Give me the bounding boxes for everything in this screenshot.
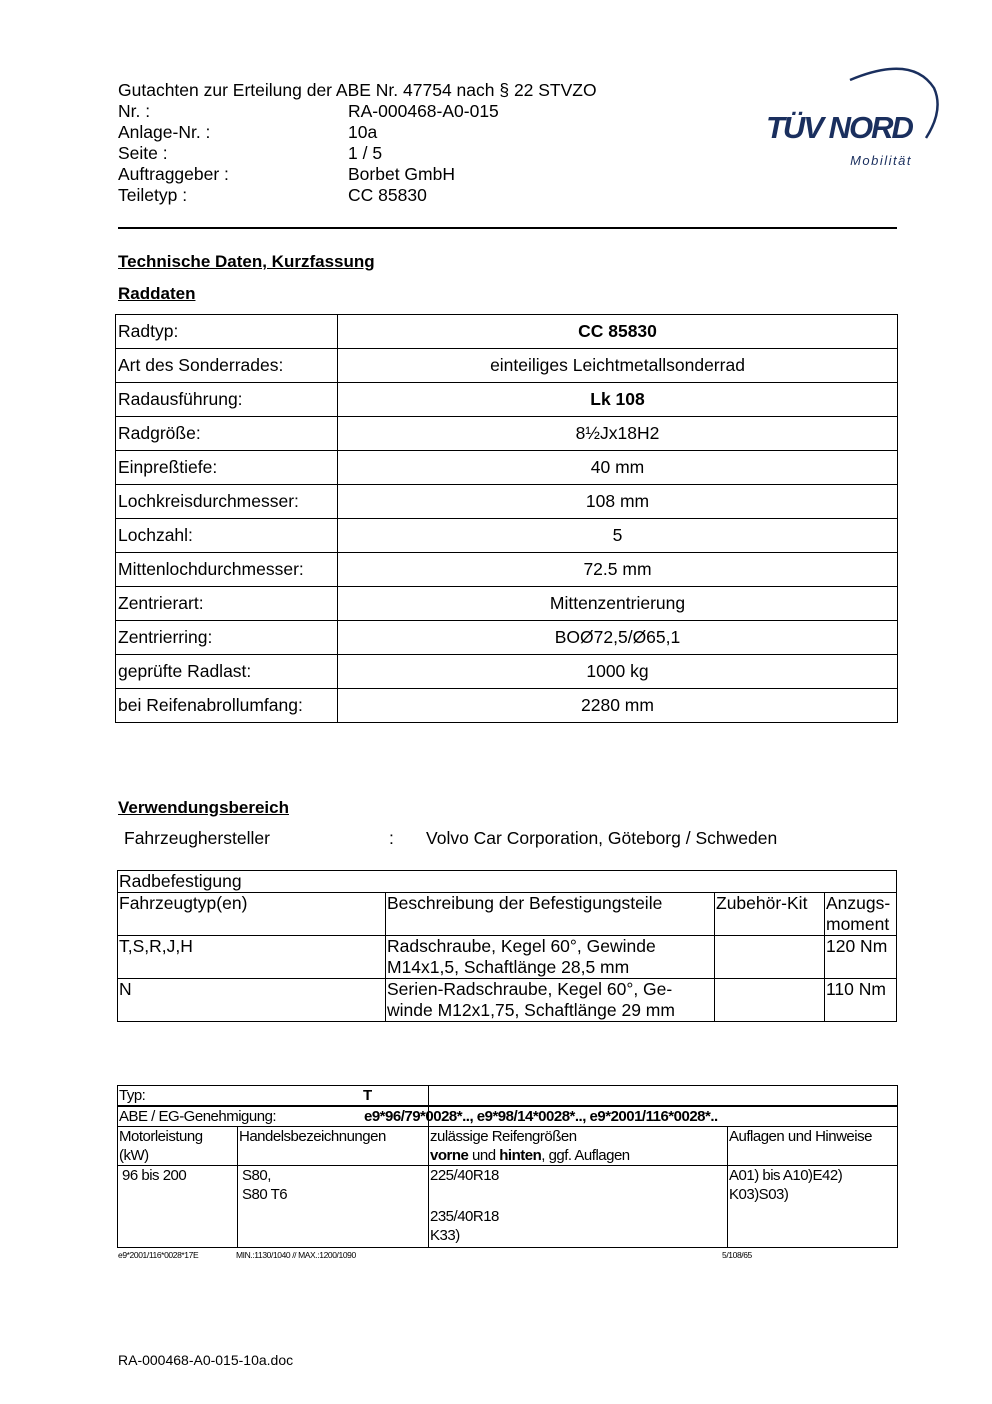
report-title: Gutachten zur Erteilung der ABE Nr. 47754 nach § 22 STVZO: [118, 80, 597, 100]
typ-value: [363, 1086, 898, 1107]
fahrzeughersteller-colon: :: [389, 828, 394, 848]
abe-label: ABE / EG-Genehmigung:: [118, 1106, 429, 1127]
row-label: bei Reifenabrollumfang:: [116, 689, 338, 723]
table-header-row: [118, 893, 897, 936]
header-row-auftraggeber: [118, 164, 597, 185]
typ-label: Typ:: [118, 1086, 429, 1107]
table-row: [116, 621, 898, 655]
row-value: 5: [338, 519, 898, 553]
table-row: [116, 417, 898, 451]
tuv-nord-logo: [762, 58, 942, 173]
header-value: CC 85830: [348, 185, 427, 205]
typ-data-row: [118, 1166, 898, 1248]
fahrzeugtyp-cell: T,S,R,J,H: [118, 936, 386, 979]
header-und: und: [468, 1147, 500, 1164]
raddaten-table: [115, 314, 898, 723]
footnote-approval: e9*2001/116*0028*17E: [118, 1250, 199, 1260]
row-value: einteiliges Leichtmetallsonderrad: [338, 349, 898, 383]
header-value: Borbet GmbH: [348, 164, 455, 184]
moment-cell: 120 Nm: [825, 936, 897, 979]
reifen-line: 235/40R18: [430, 1208, 499, 1225]
header-auflagen-hinweise: Auflagen und Hinweise: [728, 1127, 898, 1166]
row-value: 1000 kg: [338, 655, 898, 689]
row-value: 72.5 mm: [338, 553, 898, 587]
row-label: Mittenlochdurchmesser:: [116, 553, 338, 587]
beschreibung-line: Radschraube, Kegel 60°, Gewinde: [387, 936, 656, 956]
header-vorne: vorne: [430, 1147, 469, 1164]
section-title: Technische Daten, Kurzfassung: [118, 252, 375, 271]
beschreibung-cell: [386, 936, 715, 979]
header-row-anlage: [118, 122, 597, 143]
fahrzeughersteller-label: Fahrzeughersteller: [124, 828, 270, 848]
kit-cell: [715, 979, 825, 1022]
header-motor-line: Motorleistung: [119, 1128, 203, 1145]
header-divider: [118, 227, 897, 229]
header-reifen-sub: [430, 1146, 726, 1165]
auflagen-line: K03)S03): [729, 1186, 789, 1203]
moment-cell: 110 Nm: [825, 979, 897, 1022]
abe-row: [118, 1106, 898, 1127]
radbefestigung-title: Radbefestigung: [118, 871, 897, 893]
radbefestigung-table: [117, 870, 897, 1022]
header-key: Nr. :: [118, 101, 151, 121]
header-moment: moment: [826, 914, 890, 934]
handel-line: S80 T6: [242, 1186, 288, 1203]
row-value: 8½Jx18H2: [338, 417, 898, 451]
typ-value-text: T: [363, 1087, 372, 1104]
row-label: Art des Sonderrades:: [116, 349, 338, 383]
document-filename: RA-000468-A0-015-10a.doc: [118, 1352, 294, 1368]
auflagen-cell: [728, 1166, 898, 1248]
row-label: Zentrierart:: [116, 587, 338, 621]
fahrzeughersteller-value: Volvo Car Corporation, Göteborg / Schweden: [426, 828, 778, 848]
table-row: [116, 553, 898, 587]
header-row-nr: [118, 101, 597, 122]
reifen-line: K33): [430, 1227, 460, 1244]
header-zubehoer-kit: Zubehör-Kit: [715, 893, 825, 936]
fahrzeugtyp-cell: N: [118, 979, 386, 1022]
header-row-teiletyp: [118, 185, 597, 206]
header-key: Teiletyp :: [118, 185, 188, 205]
row-label: Radausführung:: [116, 383, 338, 417]
reifen-line: 225/40R18: [430, 1167, 499, 1184]
auflagen-line: A01) bis A10)E42): [729, 1167, 843, 1184]
table-row: [116, 315, 898, 349]
row-label: Lochkreisdurchmesser:: [116, 485, 338, 519]
raddaten-heading: Raddaten: [118, 284, 196, 303]
header-hinten: hinten: [499, 1147, 542, 1164]
beschreibung-line: M14x1,5, Schaftlänge 28,5 mm: [387, 957, 630, 977]
header-reifengroessen: [429, 1127, 728, 1166]
header-anzugsmoment: [825, 893, 897, 936]
reifen-cell: [429, 1166, 728, 1248]
header-motorleistung: [118, 1127, 238, 1166]
header-value: 10a: [348, 122, 378, 142]
row-label: Radgröße:: [116, 417, 338, 451]
footnote-bolt-pattern: 5/108/65: [722, 1250, 752, 1260]
row-value: 40 mm: [338, 451, 898, 485]
header-reifen-line: zulässige Reifengrößen: [430, 1128, 577, 1145]
beschreibung-cell: [386, 979, 715, 1022]
header-key: Auftraggeber :: [118, 164, 229, 184]
typ-row: [118, 1086, 898, 1107]
logo-brand-text: TÜV NORD: [766, 110, 912, 145]
kit-cell: [715, 936, 825, 979]
header-anzugs: Anzugs-: [826, 893, 891, 913]
header-value: RA-000468-A0-015: [348, 101, 499, 121]
row-label: Radtyp:: [116, 315, 338, 349]
table-row: [116, 383, 898, 417]
table-row: [116, 587, 898, 621]
table-row: [116, 689, 898, 723]
header-beschreibung: Beschreibung der Befestigungsteile: [386, 893, 715, 936]
row-value: 108 mm: [338, 485, 898, 519]
row-value: Mittenzentrierung: [338, 587, 898, 621]
header-key: Anlage-Nr. :: [118, 122, 211, 142]
typ-header-row: [118, 1127, 898, 1166]
header-row-seite: [118, 143, 597, 164]
footnote-minmax: MIN.:1130/1040 // MAX.:1200/1090: [236, 1250, 356, 1260]
row-label: Lochzahl:: [116, 519, 338, 553]
logo-sub-text: Mobilität: [850, 153, 912, 168]
table-row: [116, 349, 898, 383]
handel-line: S80,: [242, 1167, 271, 1184]
row-label: Zentrierring:: [116, 621, 338, 655]
row-value: 2280 mm: [338, 689, 898, 723]
handel-cell: [238, 1166, 429, 1248]
table-row: [116, 655, 898, 689]
logo-arc-icon: [762, 58, 942, 173]
row-value: CC 85830: [338, 315, 898, 349]
table-row: [118, 871, 897, 893]
header-fahrzeugtyp: Fahrzeugtyp(en): [118, 893, 386, 936]
typ-table: [117, 1085, 898, 1248]
table-row: [116, 451, 898, 485]
beschreibung-line: winde M12x1,75, Schaftlänge 29 mm: [387, 1000, 675, 1020]
row-value: Lk 108: [338, 383, 898, 417]
table-row: [116, 485, 898, 519]
report-header: [118, 80, 597, 206]
row-value: BOØ72,5/Ø65,1: [338, 621, 898, 655]
motor-cell: 96 bis 200: [118, 1166, 238, 1248]
row-label: geprüfte Radlast:: [116, 655, 338, 689]
header-auflagen-rest: , ggf. Auflagen: [541, 1147, 630, 1164]
header-motor-unit: (kW): [119, 1147, 149, 1164]
verwendung-heading: Verwendungsbereich: [118, 798, 289, 817]
table-row: [118, 979, 897, 1022]
abe-value: [364, 1106, 898, 1127]
header-handelsbezeichnungen: Handelsbezeichnungen: [238, 1127, 429, 1166]
reifen-spacer: [430, 1185, 726, 1207]
header-key: Seite :: [118, 143, 168, 163]
table-row: [118, 936, 897, 979]
row-label: Einpreßtiefe:: [116, 451, 338, 485]
beschreibung-line: Serien-Radschraube, Kegel 60°, Ge-: [387, 979, 673, 999]
table-row: [116, 519, 898, 553]
abe-value-text: e9*96/79*0028*.., e9*98/14*0028*.., e9*2001/116*0028*..: [364, 1108, 718, 1125]
header-value: 1 / 5: [348, 143, 383, 163]
